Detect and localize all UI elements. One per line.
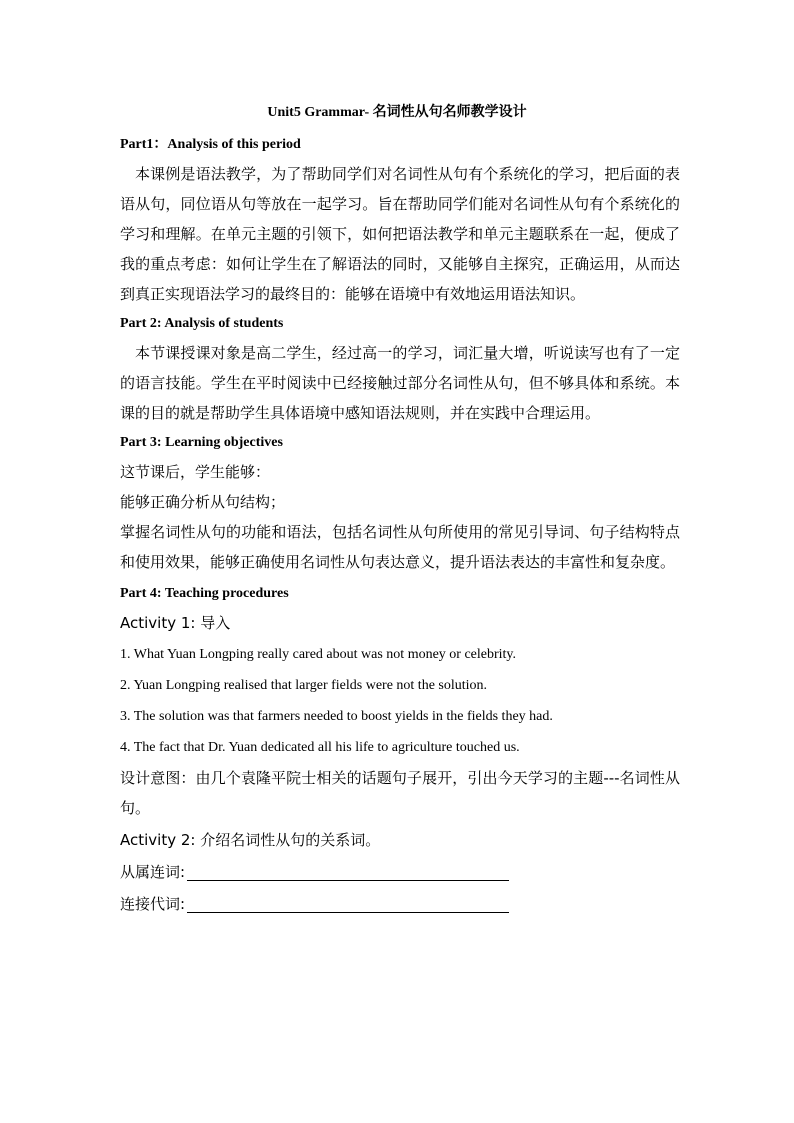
part2-paragraph: 本节课授课对象是高二学生，经过高一的学习，词汇量大增，听说读写也有了一定的语言技能。学生在平时阅读中已经接触过部分名词性从句，但不够具体和系统。本课的目的就是帮助学生具体语境中感知语法规则，并在实践中合理运用。 <box>120 344 680 422</box>
blank-label-subordinating: 从属连词: <box>120 863 186 881</box>
objective-2: 掌握名词性从句的功能和语法，包括名词性从句所使用的常见引导词、句子结构特点和使用效果，能够正确使用名词性从句表达意义，提升语法表达的丰富性和复杂度。 <box>120 523 680 571</box>
fill-in-blank-line[interactable] <box>187 862 509 881</box>
page-title: Unit5 Grammar- 名词性从句名师教学设计 <box>267 105 527 120</box>
subordinating-conjunction-row <box>120 856 680 888</box>
example-sentence-3: 3. The solution was that farmers needed to boost yields in the fields they had. <box>120 709 553 724</box>
part3-heading: Part 3: Learning objectives <box>120 435 283 450</box>
part2-heading: Part 2: Analysis of students <box>120 316 284 331</box>
objective-1: 能够正确分析从句结构； <box>120 493 286 511</box>
part1-paragraph: 本课例是语法教学，为了帮助同学们对名词性从句有个系统化的学习，把后面的表语从句，同位语从句等放在一起学习。旨在帮助同学们能对名词性从句有个系统化的学习和理解。在单元主题的引领下，如何把语法教学和单元主题联系在一起，便成了我的重点考虑：如何让学生在了解语法的同时，又能够自主探究，正确运用，从而达到真正实现语法学习的最终目的：能够在语境中有效地运用语法知识。 <box>120 165 680 303</box>
connective-pronoun-row <box>120 888 680 920</box>
example-sentence-4: 4. The fact that Dr. Yuan dedicated all his life to agriculture touched us. <box>120 740 520 755</box>
activity-1-label: Activity 1: 导入 <box>120 614 231 632</box>
design-intent: 设计意图：由几个袁隆平院士相关的话题句子展开，引出今天学习的主题---名词性从句。 <box>120 769 680 817</box>
example-sentence-2: 2. Yuan Longping realised that larger fields were not the solution. <box>120 678 488 693</box>
document-body <box>120 131 680 920</box>
example-sentence-1: 1. What Yuan Longping really cared about was not money or celebrity. <box>120 647 517 662</box>
fill-in-blank-line[interactable] <box>187 894 509 913</box>
blank-label-connective: 连接代词: <box>120 895 186 913</box>
activity-2-label: Activity 2: 介绍名词性从句的关系词。 <box>120 831 381 849</box>
part1-heading: Part1：Analysis of this period <box>120 137 301 152</box>
part4-heading: Part 4: Teaching procedures <box>120 586 289 601</box>
part3-intro: 这节课后，学生能够： <box>120 463 271 481</box>
